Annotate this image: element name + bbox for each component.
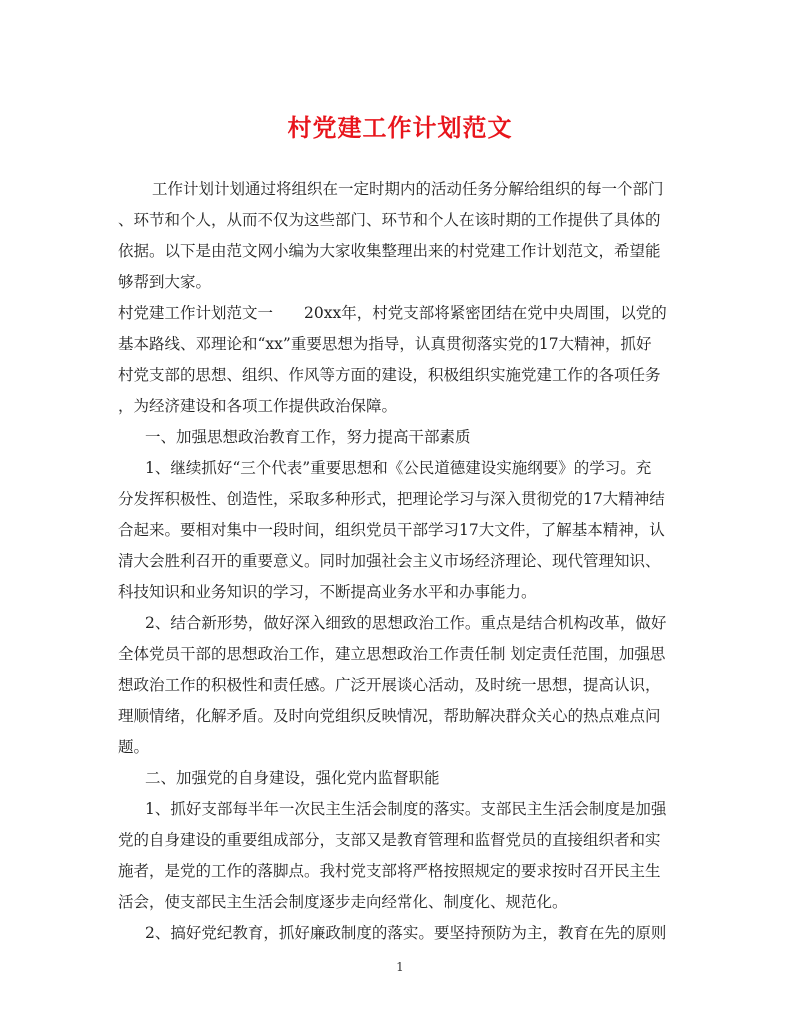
body-line-1: 工作计划计划通过将组织在一定时期内的活动任务分解给组织的每一个部门 — [152, 180, 664, 198]
section-heading-1: 一、加强思想政治教育工作，努力提高干部素质 — [145, 428, 471, 446]
body-line-18: 理顺情绪，化解矛盾。及时向党组织反映情况，帮助解决群众关心的热点难点问 — [118, 707, 661, 725]
body-line-7: 村党支部的思想、组织、作风等方面的建设，积极组织实施党建工作的各项任务 — [118, 366, 661, 384]
body-line-10: 1、继续抓好“三个代表”重要思想和《公民道德建设实施纲要》的学习。充 — [145, 459, 652, 477]
page-number: 1 — [396, 960, 404, 974]
body-line-2: 、环节和个人，从而不仅为这些部门、环节和个人在该时期的工作提供了具体的 — [118, 211, 661, 229]
body-line-6: 基本路线、邓理论和“xx”重要思想为指导，认真贯彻落实党的17大精神，抓好 — [118, 335, 652, 353]
section-heading-2: 二、加强党的自身建设，强化党内监督职能 — [145, 769, 440, 787]
body-line-5: 村党建工作计划范文一 20xx年，村党支部将紧密团结在党中央周围，以党的 — [118, 304, 667, 322]
body-line-11: 分发挥积极性、创造性，采取多种形式，把理论学习与深入贯彻党的17大精神结 — [118, 490, 665, 508]
body-line-21: 1、抓好支部每半年一次民主生活会制度的落实。支部民主生活会制度是加强 — [145, 800, 667, 818]
body-line-25: 2、搞好党纪教育，抓好廉政制度的落实。要坚持预防为主，教育在先的原则 — [145, 924, 667, 942]
body-line-19: 题。 — [118, 738, 150, 756]
body-line-24: 活会，使支部民主生活会制度逐步走向经常化、制度化、规范化。 — [118, 893, 568, 911]
body-line-12: 合起来。要相对集中一段时间，组织党员干部学习17大文件，了解基本精神，认 — [118, 521, 665, 539]
body-line-14: 科技知识和业务知识的学习，不断提高业务水平和办事能力。 — [118, 583, 537, 601]
body-line-23: 施者，是党的工作的落脚点。我村党支部将严格按照规定的要求按时召开民主生 — [118, 862, 661, 880]
body-line-13: 清大会胜利召开的重要意义。同时加强社会主义市场经济理论、现代管理知识、 — [118, 552, 661, 570]
body-line-15: 2、结合新形势，做好深入细致的思想政治工作。重点是结合机构改革，做好 — [145, 614, 667, 632]
body-line-3: 依据。以下是由范文网小编为大家收集整理出来的村党建工作计划范文，希望能 — [118, 242, 661, 260]
body-line-4: 够帮到大家。 — [118, 273, 212, 291]
document-title: 村党建工作计划范文 — [287, 113, 513, 142]
body-line-17: 想政治工作的积极性和责任感。广泛开展谈心活动，及时统一思想，提高认识， — [118, 676, 661, 694]
body-line-8: ，为经济建设和各项工作提供政治保障。 — [118, 397, 398, 415]
body-line-16: 全体党员干部的思想政治工作，建立思想政治工作责任制 划定责任范围，加强思 — [118, 645, 666, 663]
body-line-22: 党的自身建设的重要组成部分，支部又是教育管理和监督党员的直接组织者和实 — [118, 831, 661, 849]
